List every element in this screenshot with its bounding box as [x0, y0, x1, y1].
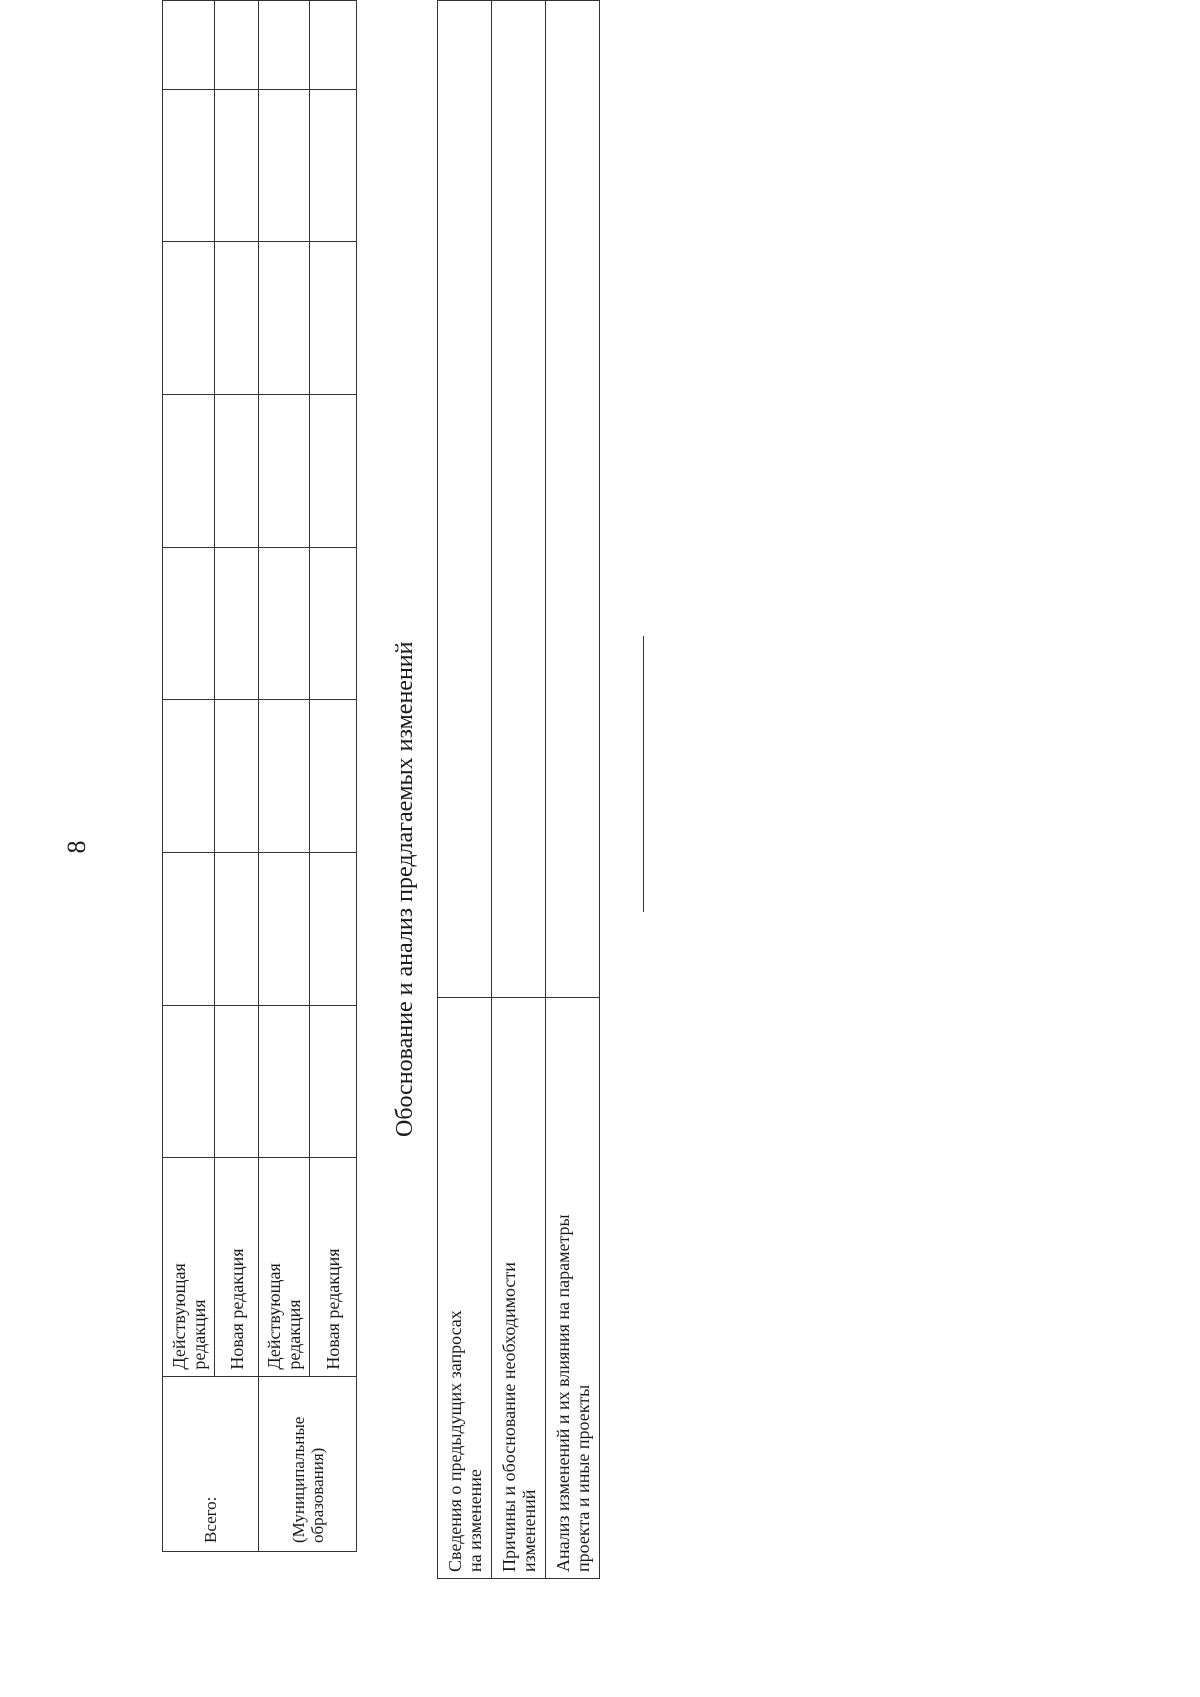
empty-cell [215, 700, 259, 853]
empty-cell [310, 395, 357, 548]
empty-cell [215, 395, 259, 548]
row-label: Новая редакция [215, 1158, 259, 1376]
empty-cell [438, 1, 492, 998]
changes-table [437, 0, 600, 1579]
table-row [310, 1, 357, 1552]
empty-cell [310, 853, 357, 1006]
empty-cell [259, 547, 310, 700]
table-row [163, 1, 215, 1552]
table-row [438, 1, 492, 1579]
empty-cell [163, 1005, 215, 1158]
empty-cell [259, 1, 310, 90]
empty-cell [259, 853, 310, 1006]
empty-cell [310, 1, 357, 90]
empty-cell [259, 395, 310, 548]
empty-cell [546, 1, 600, 998]
section-title: Обоснование и анализ предлагаемых изменений [392, 641, 418, 1137]
empty-cell [163, 853, 215, 1006]
empty-cell [163, 547, 215, 700]
empty-cell [310, 242, 357, 395]
empty-cell [310, 547, 357, 700]
page-number: 8 [62, 840, 91, 854]
row-label: Причины и обоснование необходимости изменений [492, 998, 546, 1579]
empty-cell [163, 242, 215, 395]
budget-table [162, 0, 357, 1552]
empty-cell [215, 1, 259, 90]
empty-cell [259, 700, 310, 853]
empty-cell [215, 547, 259, 700]
group-cell-municipal: (Муниципальные образования) [259, 1376, 357, 1551]
empty-cell [310, 89, 357, 242]
empty-cell [310, 1005, 357, 1158]
empty-cell [163, 700, 215, 853]
row-label: Новая редакция [310, 1158, 357, 1376]
group-cell-total: Всего: [163, 1376, 259, 1551]
table-row [259, 1, 310, 1552]
empty-cell [259, 242, 310, 395]
empty-cell [163, 89, 215, 242]
empty-cell [215, 853, 259, 1006]
empty-cell [163, 395, 215, 548]
empty-cell [259, 1005, 310, 1158]
empty-cell [215, 89, 259, 242]
row-label: Действующая редакция [259, 1158, 310, 1376]
empty-cell [492, 1, 546, 998]
empty-cell [215, 242, 259, 395]
empty-cell [310, 700, 357, 853]
table-row [546, 1, 600, 1579]
empty-cell [215, 1005, 259, 1158]
row-label: Анализ изменений и их влияния на параметры проекта и иные проекты [546, 998, 600, 1579]
row-label: Действующая редакция [163, 1158, 215, 1376]
table-row [215, 1, 259, 1552]
table-row [492, 1, 546, 1579]
separator-line [643, 636, 644, 912]
row-label: Сведения о предыдущих запросах на изменение [438, 998, 492, 1579]
empty-cell [259, 89, 310, 242]
empty-cell [163, 1, 215, 90]
